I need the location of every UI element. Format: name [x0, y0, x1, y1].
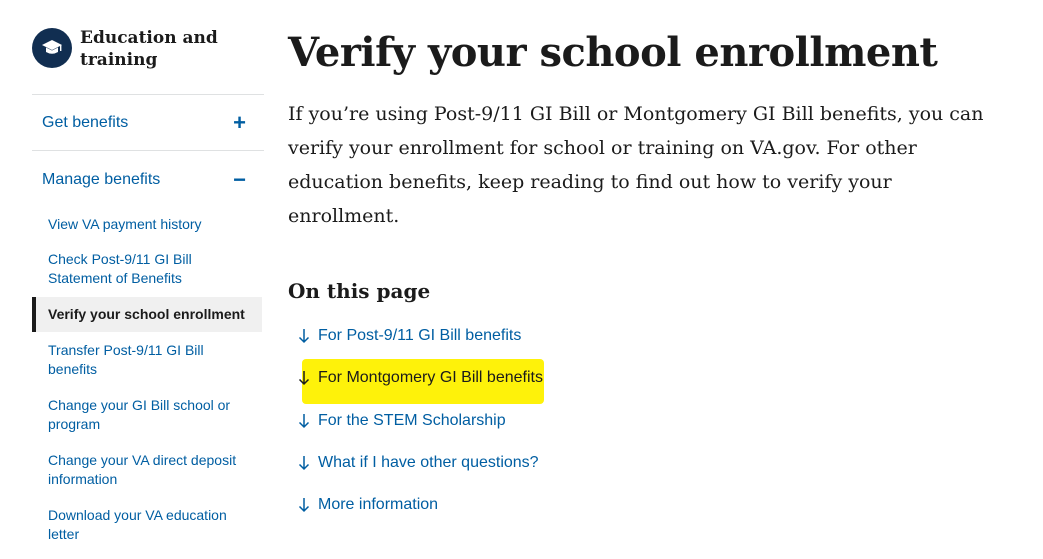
on-this-page-link-label: What if I have other questions? [318, 454, 539, 471]
intro-line: verify your enrollment for school or training on VA.gov. For other [288, 137, 917, 159]
arrow-down-icon [298, 455, 310, 471]
arrow-down-icon [298, 370, 310, 386]
sidebar-section-get-benefits[interactable] [32, 112, 264, 136]
sidebar-item-transfer-benefits[interactable] [32, 341, 218, 379]
sidebar-item-label: program [48, 416, 101, 432]
sidebar-divider [32, 94, 264, 95]
on-this-page-link-label: For the STEM Scholarship [318, 412, 506, 429]
sidebar-item-label: Check Post-9/11 GI Bill [48, 251, 192, 267]
sidebar-item-verify-enrollment[interactable] [32, 297, 262, 332]
arrow-down-icon [298, 413, 310, 429]
on-this-page-link-montgomery[interactable] [298, 365, 543, 391]
on-this-page-heading: On this page [288, 279, 431, 303]
sidebar-title-line1: Education and [80, 28, 218, 48]
on-this-page-link-more-information[interactable] [298, 492, 438, 518]
sidebar-item-change-direct-deposit[interactable] [32, 451, 250, 489]
on-this-page-link-stem[interactable] [298, 408, 506, 434]
sidebar-item-label: Statement of Benefits [48, 270, 182, 286]
intro-line: enrollment. [288, 205, 400, 227]
sidebar-item-label: Download your VA education [48, 507, 227, 523]
collapse-minus-icon: − [233, 167, 246, 192]
sidebar-item-view-payment-history[interactable] [32, 215, 216, 234]
on-this-page-link-post-911[interactable] [298, 323, 521, 349]
sidebar-title-line2: training [80, 50, 158, 70]
arrow-down-icon [298, 497, 310, 513]
on-this-page-link-label: For Montgomery GI Bill benefits [318, 369, 543, 386]
expand-plus-icon: + [233, 110, 246, 135]
on-this-page-link-other-questions[interactable] [298, 450, 539, 476]
intro-line: If you’re using Post-9/11 GI Bill or Montgomery GI Bill benefits, you can [288, 103, 984, 125]
on-this-page-link-label: More information [318, 496, 439, 513]
on-this-page-link-label: For Post-9/11 GI Bill benefits [318, 327, 522, 344]
sidebar-divider [32, 150, 264, 151]
sidebar-item-label: benefits [48, 361, 98, 377]
intro-line: education benefits, keep reading to find out how to verify your [288, 171, 892, 193]
page-title: Verify your school enrollment [288, 29, 938, 76]
sidebar-item-change-school[interactable] [32, 396, 244, 434]
sidebar-item-label: Change your GI Bill school or [48, 397, 231, 413]
sidebar-header [32, 26, 264, 76]
arrow-down-icon [298, 328, 310, 344]
sidebar-section-label: Manage benefits [42, 171, 161, 188]
intro-paragraph [288, 97, 988, 233]
sidebar-section-manage-benefits[interactable] [32, 169, 264, 193]
sidebar-item-label: Transfer Post-9/11 GI Bill [48, 342, 204, 358]
sidebar-item-label: View VA payment history [48, 216, 202, 232]
sidebar-item-label: information [48, 471, 118, 487]
sidebar-item-label: letter [48, 526, 80, 542]
sidebar-item-download-letter[interactable] [32, 506, 241, 544]
graduation-cap-icon [32, 28, 72, 68]
sidebar-item-label: Verify your school enrollment [48, 306, 245, 322]
sidebar-item-check-statement-of-benefits[interactable] [32, 250, 206, 288]
sidebar-title [80, 27, 260, 71]
sidebar-item-label: Change your VA direct deposit [48, 452, 237, 468]
sidebar-section-label: Get benefits [42, 114, 129, 131]
